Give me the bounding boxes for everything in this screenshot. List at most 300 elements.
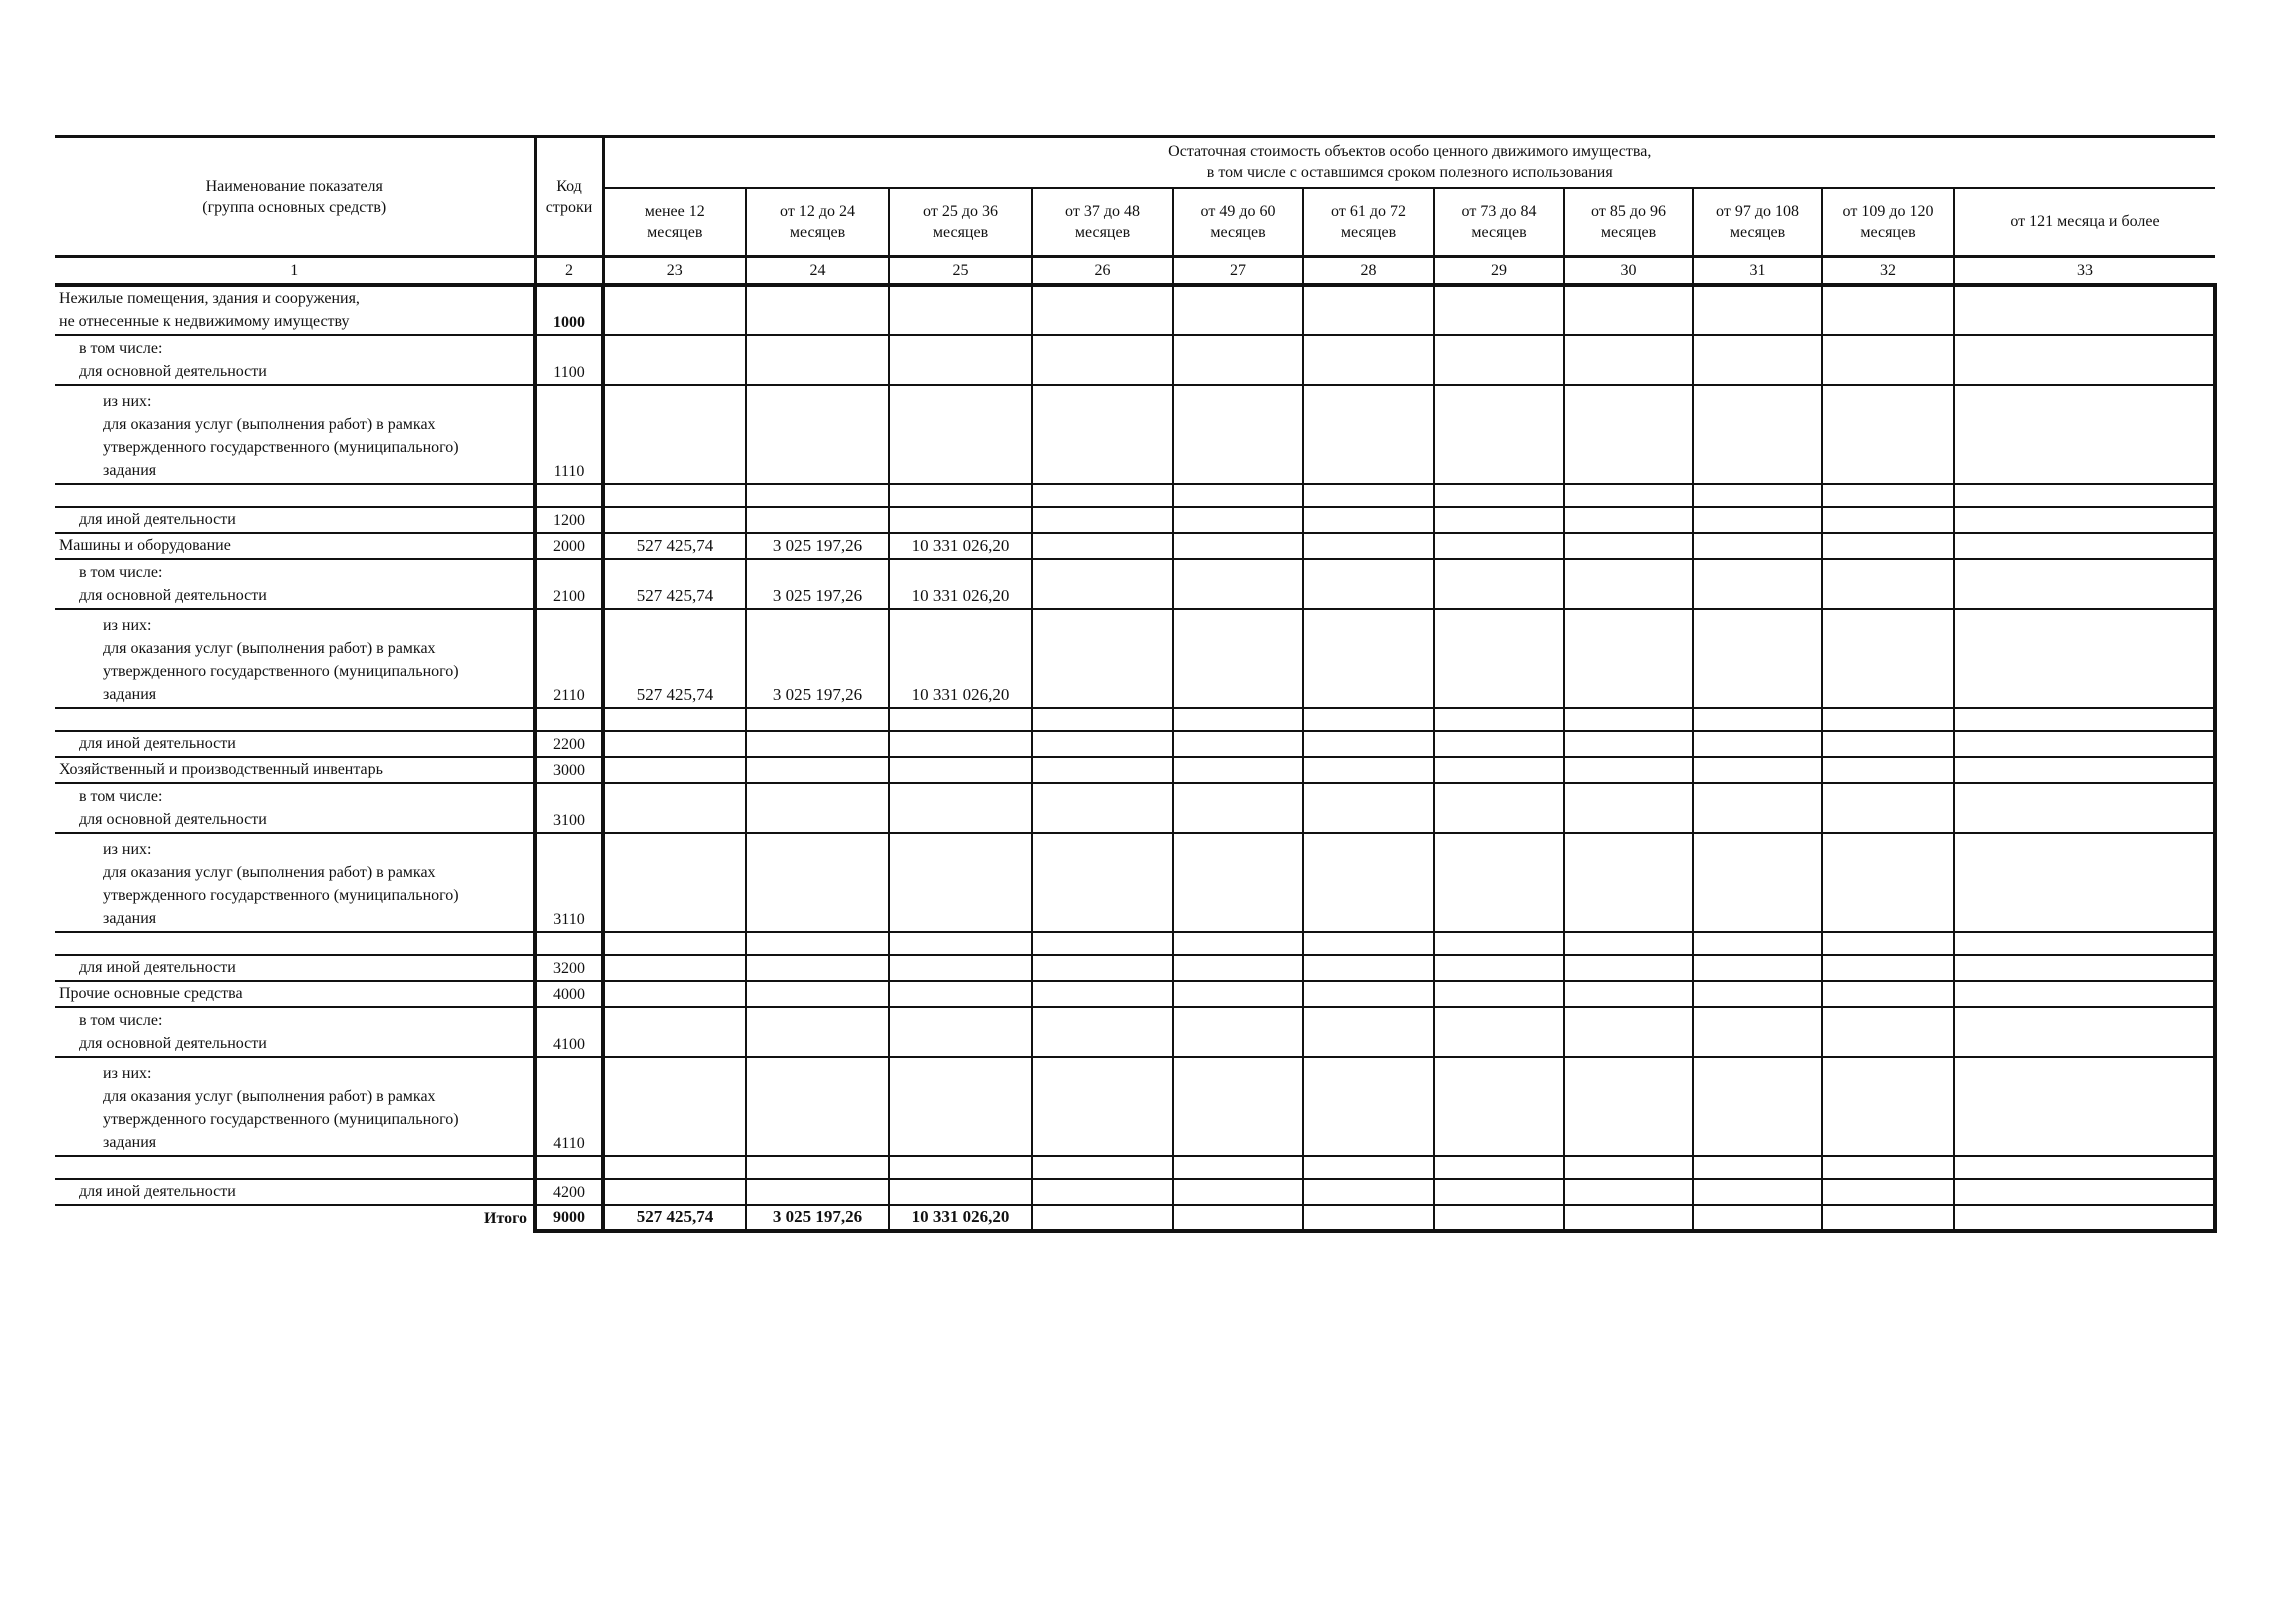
row-name xyxy=(55,285,535,335)
value-cell xyxy=(1173,559,1303,609)
value-cell xyxy=(1434,731,1564,757)
value-cell xyxy=(1693,1179,1822,1205)
value-cell xyxy=(746,507,889,533)
value-cell: 10 331 026,20 xyxy=(889,559,1032,609)
value-cell xyxy=(746,731,889,757)
value-cell xyxy=(1693,507,1822,533)
value-cell xyxy=(1564,981,1693,1007)
value-cell xyxy=(1303,932,1434,955)
table-row xyxy=(55,559,2215,609)
value-cell xyxy=(1434,507,1564,533)
value-cell xyxy=(1434,484,1564,507)
value-cell xyxy=(1303,955,1434,981)
value-cell xyxy=(1173,335,1303,385)
row-code: 1110 xyxy=(535,385,603,484)
value-cell xyxy=(1303,609,1434,708)
value-cell xyxy=(1173,285,1303,335)
value-cell xyxy=(1693,708,1822,731)
value-cell xyxy=(1693,981,1822,1007)
value-cell xyxy=(1173,1057,1303,1156)
table-row xyxy=(55,335,2215,385)
value-cell xyxy=(1173,385,1303,484)
header-period-line: от 121 месяца и более xyxy=(2010,213,2160,231)
header-period-line: от 61 до 72 xyxy=(1331,202,1406,220)
value-cell xyxy=(603,932,746,955)
value-cell xyxy=(746,783,889,833)
value-cell xyxy=(1303,757,1434,783)
value-cell: 3 025 197,26 xyxy=(746,609,889,708)
value-cell xyxy=(1032,533,1173,559)
value-cell xyxy=(1564,533,1693,559)
column-number-2: 2 xyxy=(535,257,603,286)
value-cell xyxy=(746,708,889,731)
header-period-line: менее 12 xyxy=(644,202,705,220)
value-cell xyxy=(1693,1007,1822,1057)
table-row xyxy=(55,533,2215,559)
value-cell xyxy=(1032,783,1173,833)
row-name-line: из них: xyxy=(103,1065,152,1082)
value-cell xyxy=(1822,1156,1954,1179)
value-cell xyxy=(746,385,889,484)
row-name-line: задания xyxy=(103,686,157,703)
value-cell xyxy=(1564,731,1693,757)
value-cell xyxy=(1032,609,1173,708)
header-period-line: месяцев xyxy=(1860,223,1916,241)
value-cell xyxy=(1303,981,1434,1007)
row-name-line: в том числе: xyxy=(79,564,163,581)
row-name-line: из них: xyxy=(103,393,152,410)
value-cell xyxy=(603,783,746,833)
table-row xyxy=(55,285,2215,335)
header-group-title-line-2: в том числе с оставшимся сроком полезного использования xyxy=(1206,164,1613,182)
value-cell xyxy=(1173,609,1303,708)
header-period-2 xyxy=(746,188,889,257)
header-name-line-1: Наименование показателя xyxy=(205,177,383,195)
value-cell xyxy=(603,981,746,1007)
value-cell xyxy=(1822,385,1954,484)
value-cell xyxy=(1564,507,1693,533)
table-row xyxy=(55,1179,2215,1205)
column-number-11: 31 xyxy=(1693,257,1822,286)
table-row xyxy=(55,507,2215,533)
value-cell xyxy=(1173,708,1303,731)
value-cell xyxy=(889,783,1032,833)
value-cell xyxy=(1173,1179,1303,1205)
table-row xyxy=(55,731,2215,757)
value-cell xyxy=(889,833,1032,932)
value-cell xyxy=(1032,932,1173,955)
value-cell xyxy=(603,484,746,507)
value-cell xyxy=(1564,1057,1693,1156)
value-cell xyxy=(1822,533,1954,559)
value-cell xyxy=(746,833,889,932)
value-cell xyxy=(1954,507,2215,533)
value-cell xyxy=(746,484,889,507)
value-cell xyxy=(603,1007,746,1057)
header-period-5 xyxy=(1173,188,1303,257)
value-cell xyxy=(1032,1156,1173,1179)
value-cell xyxy=(603,731,746,757)
spacer-row xyxy=(55,932,2215,955)
row-name-line: для основной деятельности xyxy=(79,363,267,380)
value-cell xyxy=(1693,833,1822,932)
value-cell xyxy=(1434,335,1564,385)
value-cell: 10 331 026,20 xyxy=(889,609,1032,708)
value-cell xyxy=(1693,955,1822,981)
value-cell xyxy=(1303,484,1434,507)
column-number-6: 26 xyxy=(1032,257,1173,286)
table-row xyxy=(55,955,2215,981)
value-cell xyxy=(1032,285,1173,335)
value-cell xyxy=(746,981,889,1007)
value-cell xyxy=(1434,609,1564,708)
column-number-3: 23 xyxy=(603,257,746,286)
value-cell xyxy=(746,335,889,385)
table-row xyxy=(55,833,2215,932)
row-code: 3200 xyxy=(535,955,603,981)
value-cell xyxy=(1434,833,1564,932)
total-code: 9000 xyxy=(535,1205,603,1231)
value-cell xyxy=(1954,833,2215,932)
value-cell xyxy=(889,1007,1032,1057)
value-cell xyxy=(1032,385,1173,484)
value-cell xyxy=(1822,507,1954,533)
row-name-line: Хозяйственный и производственный инвентарь xyxy=(59,761,383,778)
total-value-cell xyxy=(1822,1205,1954,1231)
row-name-line: из них: xyxy=(103,841,152,858)
value-cell xyxy=(1954,1007,2215,1057)
row-code: 1100 xyxy=(535,335,603,385)
row-name xyxy=(55,559,535,609)
row-name xyxy=(55,1179,535,1205)
header-period-line: месяцев xyxy=(932,223,989,241)
value-cell xyxy=(1693,731,1822,757)
row-code: 2000 xyxy=(535,533,603,559)
row-name-line: задания xyxy=(103,1134,157,1151)
value-cell xyxy=(1822,559,1954,609)
row-code: 2110 xyxy=(535,609,603,708)
value-cell xyxy=(603,955,746,981)
value-cell xyxy=(1303,708,1434,731)
table-row xyxy=(55,783,2215,833)
header-period-7 xyxy=(1434,188,1564,257)
value-cell xyxy=(889,1156,1032,1179)
row-name xyxy=(55,731,535,757)
value-cell xyxy=(1954,981,2215,1007)
total-value-cell: 527 425,74 xyxy=(603,1205,746,1231)
column-number-10: 30 xyxy=(1564,257,1693,286)
value-cell xyxy=(1303,1156,1434,1179)
row-code: 1000 xyxy=(535,285,603,335)
value-cell xyxy=(1434,1156,1564,1179)
header-period-3 xyxy=(889,188,1032,257)
header-period-line: от 73 до 84 xyxy=(1461,202,1537,220)
row-name xyxy=(55,385,535,484)
column-number-13: 33 xyxy=(1954,257,2215,286)
row-name xyxy=(55,981,535,1007)
value-cell xyxy=(1693,559,1822,609)
header-residual-value-group xyxy=(603,137,2215,188)
value-cell xyxy=(1822,484,1954,507)
value-cell xyxy=(1693,533,1822,559)
value-cell xyxy=(1822,1007,1954,1057)
value-cell xyxy=(1434,1057,1564,1156)
value-cell xyxy=(1303,1179,1434,1205)
header-period-line: от 12 до 24 xyxy=(780,202,855,220)
value-cell xyxy=(746,1007,889,1057)
row-code: 1200 xyxy=(535,507,603,533)
value-cell xyxy=(1434,559,1564,609)
value-cell xyxy=(1954,1057,2215,1156)
total-value-cell xyxy=(1954,1205,2215,1231)
total-label: Итого xyxy=(484,1210,527,1227)
value-cell xyxy=(1822,731,1954,757)
value-cell xyxy=(1564,833,1693,932)
value-cell xyxy=(1173,757,1303,783)
value-cell xyxy=(1032,757,1173,783)
table-row xyxy=(55,981,2215,1007)
row-name-line: утвержденного государственного (муниципального) xyxy=(103,1111,459,1128)
header-period-line: от 97 до 108 xyxy=(1716,202,1799,220)
row-name-line: для основной деятельности xyxy=(79,1035,267,1052)
value-cell xyxy=(1954,609,2215,708)
value-cell xyxy=(1564,385,1693,484)
value-cell xyxy=(1564,783,1693,833)
value-cell xyxy=(1822,1057,1954,1156)
value-cell xyxy=(1564,955,1693,981)
row-name-line: задания xyxy=(103,462,157,479)
value-cell xyxy=(1693,385,1822,484)
value-cell xyxy=(889,981,1032,1007)
row-name-line: для оказания услуг (выполнения работ) в рамках xyxy=(103,864,436,881)
value-cell xyxy=(1954,285,2215,335)
row-code: 4000 xyxy=(535,981,603,1007)
value-cell xyxy=(1303,731,1434,757)
value-cell xyxy=(1434,385,1564,484)
row-name-line: для основной деятельности xyxy=(79,587,267,604)
value-cell xyxy=(1032,1007,1173,1057)
value-cell: 3 025 197,26 xyxy=(746,533,889,559)
row-code: 2100 xyxy=(535,559,603,609)
value-cell xyxy=(603,1057,746,1156)
header-period-line: от 109 до 120 xyxy=(1842,202,1934,220)
value-cell xyxy=(1693,932,1822,955)
value-cell xyxy=(1032,708,1173,731)
value-cell xyxy=(1032,559,1173,609)
column-number-12: 32 xyxy=(1822,257,1954,286)
row-name xyxy=(55,609,535,708)
row-name-line: из них: xyxy=(103,617,152,634)
value-cell xyxy=(889,1057,1032,1156)
table-row xyxy=(55,1007,2215,1057)
value-cell xyxy=(1032,731,1173,757)
row-name-line: утвержденного государственного (муниципального) xyxy=(103,887,459,904)
value-cell xyxy=(1693,1057,1822,1156)
header-code-line-1: Код xyxy=(556,177,582,195)
table-row xyxy=(55,1057,2215,1156)
header-period-line: месяцев xyxy=(789,223,846,241)
value-cell xyxy=(1693,609,1822,708)
value-cell xyxy=(1564,708,1693,731)
row-name xyxy=(55,484,535,507)
row-code xyxy=(535,1156,603,1179)
value-cell xyxy=(1954,1179,2215,1205)
value-cell xyxy=(603,708,746,731)
value-cell xyxy=(1434,533,1564,559)
value-cell xyxy=(1693,484,1822,507)
value-cell xyxy=(1822,981,1954,1007)
value-cell xyxy=(1303,559,1434,609)
header-period-10 xyxy=(1822,188,1954,257)
header-period-line: месяцев xyxy=(1471,223,1527,241)
row-name xyxy=(55,932,535,955)
value-cell xyxy=(1693,285,1822,335)
row-name-line: Прочие основные средства xyxy=(59,985,243,1002)
value-cell xyxy=(746,955,889,981)
fixed-assets-residual-value-table xyxy=(55,135,2217,1233)
value-cell xyxy=(1434,708,1564,731)
value-cell xyxy=(746,285,889,335)
header-period-1 xyxy=(603,188,746,257)
value-cell xyxy=(1564,285,1693,335)
row-name-line: утвержденного государственного (муниципального) xyxy=(103,663,459,680)
row-code: 3110 xyxy=(535,833,603,932)
row-code xyxy=(535,932,603,955)
value-cell xyxy=(1822,757,1954,783)
spacer-row xyxy=(55,708,2215,731)
header-period-line: месяцев xyxy=(1600,223,1657,241)
value-cell xyxy=(1693,1156,1822,1179)
row-name xyxy=(55,757,535,783)
value-cell xyxy=(1303,1057,1434,1156)
value-cell xyxy=(1822,783,1954,833)
value-cell xyxy=(889,484,1032,507)
value-cell xyxy=(1954,783,2215,833)
value-cell xyxy=(603,833,746,932)
header-period-8 xyxy=(1564,188,1693,257)
row-name-line: в том числе: xyxy=(79,340,163,357)
value-cell xyxy=(603,1156,746,1179)
header-group-title-line-1: Остаточная стоимость объектов особо ценного движимого имущества, xyxy=(1168,143,1652,161)
header-period-9 xyxy=(1693,188,1822,257)
row-name-line: для иной деятельности xyxy=(79,1183,236,1200)
value-cell xyxy=(1303,1007,1434,1057)
value-cell xyxy=(1032,335,1173,385)
value-cell xyxy=(889,1179,1032,1205)
value-cell xyxy=(1032,484,1173,507)
row-name xyxy=(55,708,535,731)
value-cell xyxy=(1822,955,1954,981)
value-cell xyxy=(1564,335,1693,385)
value-cell xyxy=(1173,484,1303,507)
row-name xyxy=(55,955,535,981)
header-period-line: месяцев xyxy=(1340,223,1397,241)
value-cell xyxy=(889,955,1032,981)
header-period-line: от 49 до 60 xyxy=(1200,202,1276,220)
value-cell xyxy=(746,1179,889,1205)
header-period-11 xyxy=(1954,188,2215,257)
column-number-4: 24 xyxy=(746,257,889,286)
header-period-line: месяцев xyxy=(1074,223,1131,241)
header-period-line: месяцев xyxy=(647,223,703,241)
value-cell xyxy=(1564,1156,1693,1179)
value-cell: 3 025 197,26 xyxy=(746,559,889,609)
spacer-row xyxy=(55,484,2215,507)
value-cell xyxy=(603,335,746,385)
value-cell xyxy=(1954,533,2215,559)
value-cell xyxy=(603,1179,746,1205)
value-cell xyxy=(889,285,1032,335)
row-name-line: Машины и оборудование xyxy=(59,537,231,554)
value-cell xyxy=(1303,285,1434,335)
value-cell xyxy=(1303,833,1434,932)
value-cell xyxy=(1822,708,1954,731)
row-name-line: в том числе: xyxy=(79,788,163,805)
value-cell: 527 425,74 xyxy=(603,559,746,609)
value-cell xyxy=(1173,955,1303,981)
value-cell xyxy=(1173,533,1303,559)
header-period-line: от 37 до 48 xyxy=(1065,202,1140,220)
row-name-line: не отнесенные к недвижимому имуществу xyxy=(59,313,350,330)
column-number-5: 25 xyxy=(889,257,1032,286)
value-cell xyxy=(1693,757,1822,783)
value-cell xyxy=(1693,335,1822,385)
value-cell xyxy=(1954,484,2215,507)
total-value-cell xyxy=(1564,1205,1693,1231)
value-cell xyxy=(1564,559,1693,609)
value-cell xyxy=(1954,708,2215,731)
header-name-line-2: (группа основных средств) xyxy=(202,198,387,216)
header-period-line: месяцев xyxy=(1210,223,1266,241)
value-cell xyxy=(603,385,746,484)
value-cell xyxy=(1173,783,1303,833)
value-cell xyxy=(1954,385,2215,484)
value-cell xyxy=(1822,932,1954,955)
row-code: 3000 xyxy=(535,757,603,783)
row-name xyxy=(55,507,535,533)
value-cell xyxy=(1434,981,1564,1007)
value-cell xyxy=(1822,335,1954,385)
total-row xyxy=(55,1205,2215,1231)
value-cell xyxy=(1173,507,1303,533)
column-number-9: 29 xyxy=(1434,257,1564,286)
value-cell xyxy=(1434,783,1564,833)
header-period-line: от 25 до 36 xyxy=(923,202,998,220)
row-name-line: для оказания услуг (выполнения работ) в рамках xyxy=(103,416,436,433)
value-cell xyxy=(1434,285,1564,335)
value-cell xyxy=(1822,285,1954,335)
value-cell xyxy=(1434,757,1564,783)
value-cell xyxy=(1564,484,1693,507)
total-value-cell xyxy=(1173,1205,1303,1231)
value-cell xyxy=(1303,533,1434,559)
value-cell xyxy=(1954,757,2215,783)
value-cell xyxy=(889,507,1032,533)
value-cell xyxy=(1693,783,1822,833)
table-row xyxy=(55,609,2215,708)
value-cell xyxy=(1564,932,1693,955)
value-cell xyxy=(1822,609,1954,708)
row-code: 3100 xyxy=(535,783,603,833)
value-cell: 527 425,74 xyxy=(603,533,746,559)
column-number-8: 28 xyxy=(1303,257,1434,286)
value-cell xyxy=(1032,1057,1173,1156)
row-code: 4100 xyxy=(535,1007,603,1057)
total-value-cell xyxy=(1032,1205,1173,1231)
value-cell xyxy=(1822,833,1954,932)
total-value-cell: 10 331 026,20 xyxy=(889,1205,1032,1231)
value-cell xyxy=(1434,1007,1564,1057)
